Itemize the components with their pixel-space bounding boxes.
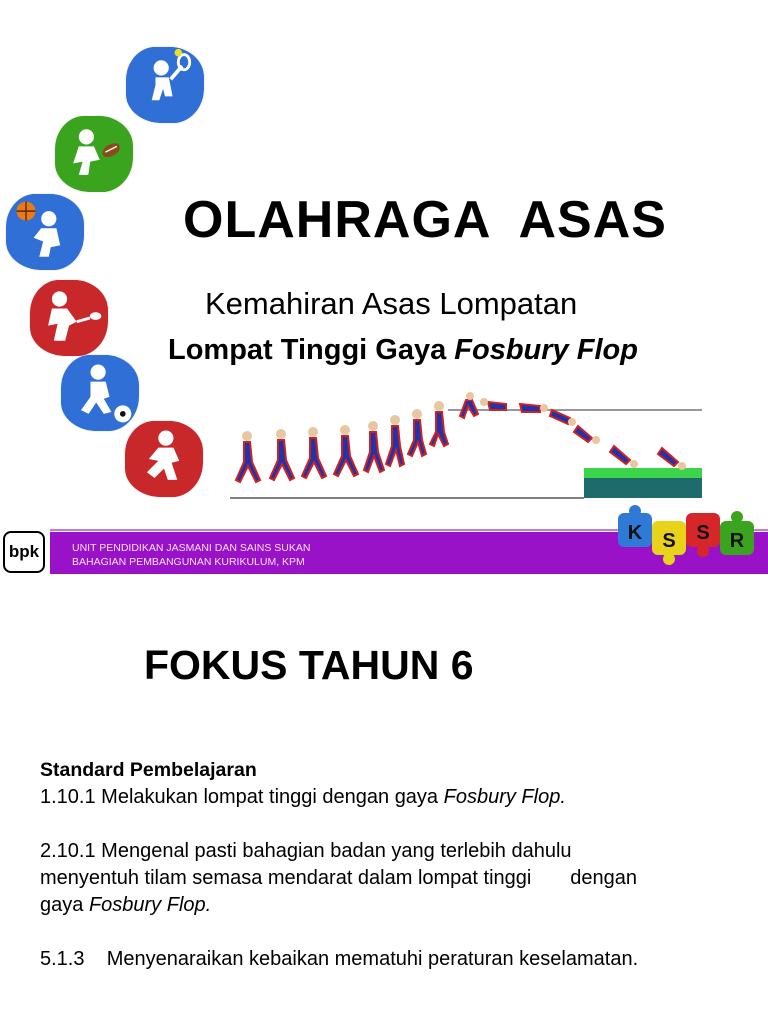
fosbury-flop-sequence-illustration	[222, 390, 708, 506]
standard-2-10-1-line-3-italic: Fosbury Flop.	[88, 894, 212, 916]
standard-2-10-1-line-3	[40, 892, 742, 919]
standard-1-10-1-italic: Fosbury Flop.	[443, 786, 566, 808]
rugby-icon	[55, 116, 133, 192]
slide-subtitle: Kemahiran Asas Lompatan	[205, 286, 578, 321]
standards-label: Standard Pembelajaran	[40, 759, 257, 781]
football-icon	[61, 355, 139, 431]
subtitle-technique-italic: Fosbury Flop	[454, 334, 638, 366]
focus-heading: FOKUS TAHUN 6	[144, 642, 474, 688]
kssr-letter-s2: S	[696, 522, 710, 544]
kssr-letter-s1: S	[662, 530, 676, 552]
footer-banner	[0, 522, 768, 577]
banner-text	[72, 541, 310, 569]
badminton-icon	[30, 280, 108, 356]
running-icon	[125, 421, 203, 497]
standard-2-10-1-line-1: 2.10.1 Mengenal pasti bahagian badan yang terlebih dahulu	[40, 840, 572, 862]
bpk-logo: bpk	[3, 531, 45, 573]
subtitle-technique-plain: Lompat Tinggi Gaya	[168, 334, 455, 366]
kssr-puzzle-logo	[612, 503, 762, 569]
banner-line-2: BAHAGIAN PEMBANGUNAN KURIKULUM, KPM	[72, 556, 305, 568]
banner-line-1: UNIT PENDIDIKAN JASMANI DAN SAINS SUKAN	[72, 542, 311, 554]
learning-standards	[40, 757, 742, 973]
slide-title: OLAHRAGA ASAS	[183, 191, 667, 249]
tennis-icon	[126, 47, 204, 123]
kssr-letter-k: K	[627, 522, 643, 544]
slide-subtitle-technique	[168, 334, 638, 367]
standard-1-10-1	[40, 784, 742, 811]
standard-5-1-3: 5.1.3 Menyenaraikan kebaikan mematuhi peraturan keselamatan.	[40, 948, 639, 970]
standard-2-10-1-line-2: menyentuh tilam semasa mendarat dalam lompat tinggi dengan	[40, 867, 637, 889]
standard-1-10-1-text: 1.10.1 Melakukan lompat tinggi dengan gaya	[40, 786, 444, 808]
kssr-letter-r: R	[729, 530, 745, 552]
standard-2-10-1-line-3-text: gaya	[40, 894, 89, 916]
